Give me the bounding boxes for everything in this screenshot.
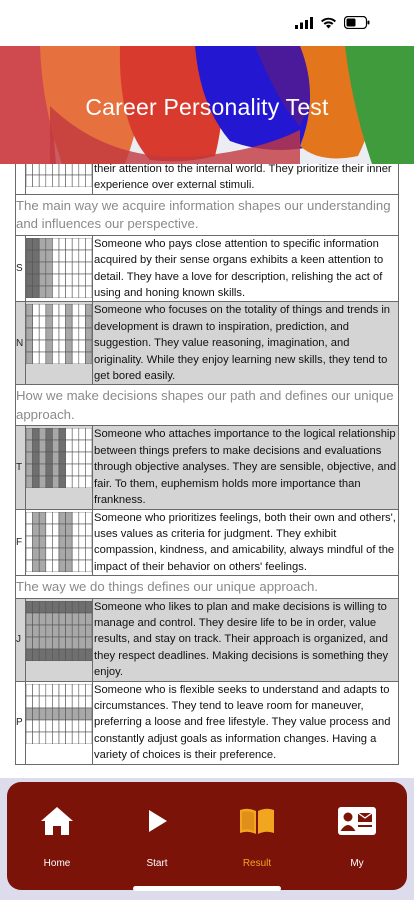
trait-letter: S [16,236,26,302]
battery-icon [344,16,370,34]
trait-pattern-image [26,236,93,302]
bottom-tab-bar [7,782,407,890]
trait-description: Someone who focuses on the totality of things and trends in development is drawn to inspiration, prediction, and suggestion. They value reasoning, imagination, and originality. While they enjoy learning new skills, they tend to get bored easily. [94,304,391,383]
trait-pattern-image [26,164,93,194]
book-icon [238,806,276,841]
table-row [15,599,399,682]
trait-letter: N [16,302,26,384]
table-row [15,164,399,195]
table-row [15,510,399,577]
trait-pattern-image [26,682,93,764]
signal-icon [295,16,313,34]
trait-pattern-image [26,599,93,681]
trait-letter: J [16,599,26,681]
tab-result[interactable] [207,782,307,890]
section-heading: The way we do things defines our unique approach. [15,576,399,599]
trait-letter: F [16,510,26,576]
trait-pattern-image [26,426,93,508]
trait-pattern-image [26,302,93,384]
tab-my-label: My [350,858,364,869]
trait-letter: T [16,426,26,508]
tab-home[interactable] [7,782,107,890]
table-row [15,426,399,509]
tab-start-label: Start [146,858,168,869]
trait-description: Someone who is flexible seeks to understand and adapts to circumstances. They tend to leave room for maneuver, preferring a loose and free lifestyle. They value process and constantly adjust goals as information changes. Having a variety of choices is their preference. [94,683,391,762]
trait-description: their attention to the internal world. They prioritize their inner experience over external stimuli. [94,164,392,192]
status-bar [0,0,414,46]
result-content[interactable] [0,164,414,778]
trait-description: Someone who attaches importance to the logical relationship between things prefers to make decisions and evaluations through objective analyses. They are sensible, objective, and fair. To them, euphemism holds more importance than frankness. [94,428,397,507]
play-icon [142,806,172,841]
tab-my[interactable] [307,782,407,890]
page-title: Career Personality Test [85,94,329,120]
header-banner [0,46,414,164]
trait-description: Someone who prioritizes feelings, both their own and others', uses values as criteria for judgment. They exhibit compassion, kindness, and amicability, always mindful of the impact of their behavior on others' feelings. [94,511,396,573]
trait-description: Someone who likes to plan and make decisions is willing to manage and control. They desire life to be in order, value results, and stay on track. Their approach is organized, and they respect deadlines. Making decisions is something they enjoy. [94,600,389,679]
tab-result-label: Result [242,858,272,869]
wifi-icon [320,16,337,34]
trait-letter: P [16,682,26,764]
tab-home-label: Home [43,858,71,869]
home-icon [40,806,74,841]
trait-pattern-image [26,510,93,576]
section-heading: The main way we acquire information shapes our understanding and influences our perspective. [15,195,399,236]
section-heading: How we make decisions shapes our path and defines our unique approach. [15,385,399,426]
home-indicator [133,886,281,891]
table-row [15,302,399,385]
contact-card-icon [337,806,377,841]
tab-start[interactable] [107,782,207,890]
table-row [15,682,399,765]
table-row [15,236,399,303]
trait-description: Someone who pays close attention to specific information acquired by their sense organs exhibits a keen attention to detail. They have a love for description, relishing the act of using and honing known skills. [94,237,384,300]
